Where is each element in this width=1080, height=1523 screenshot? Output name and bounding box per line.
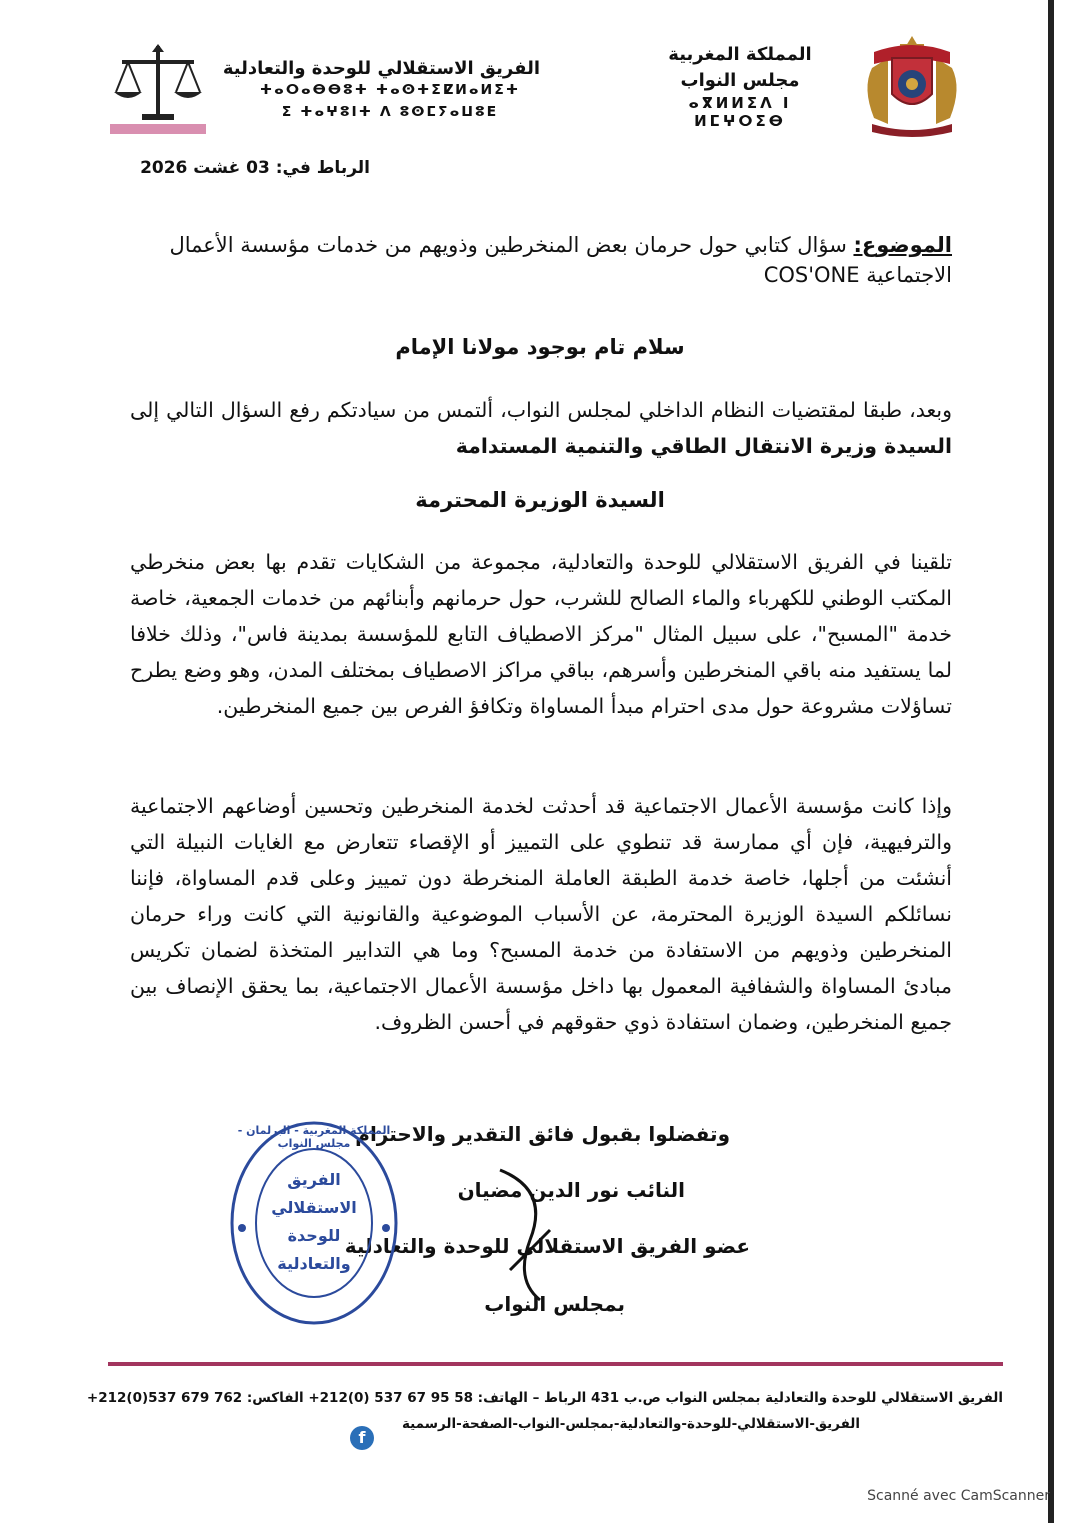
intro-paragraph	[130, 392, 952, 464]
facebook-icon[interactable]: f	[350, 1426, 374, 1450]
scan-edge	[1048, 0, 1054, 1523]
closing-formula: وتفضلوا بقبول فائق التقدير والاحترام	[355, 1122, 730, 1146]
subject-text: سؤال كتابي حول حرمان بعض المنخرطين وذويهم من خدمات مؤسسة الأعمال الاجتماعية COS'ONE	[169, 233, 952, 287]
greeting: سلام تام بوجود مولانا الإمام	[395, 335, 685, 359]
stamp-inner-4: والتعادلية	[277, 1254, 351, 1273]
kingdom-name: المملكة المغربية	[668, 44, 812, 65]
body-paragraph-1: تلقينا في الفريق الاستقلالي للوحدة والتعادلية، مجموعة من الشكايات تقدم بها بعض منخرطي المكتب الوطني للكهرباء والماء الصالح للشرب، حول حرمانهم وأبنائهم من خدمات الجمعية، خاصة خدمة "المسبح"، على سبيل المثال "مركز الاصطياف التابع للمؤسسة بمدينة فاس"، وذلك خلافا لما يستفيد منه باقي المنخرطين وأسرهم، بباقي مراكز الاصطياف بمختلف المدن، وهو وضع يطرح تساؤلات مشروعة حول مدى احترام مبدأ المساواة وتكافؤ الفرص بين جميع المنخرطين.	[130, 550, 952, 718]
signatory-role: عضو الفريق الاستقلالي للوحدة والتعادلية	[344, 1234, 750, 1258]
scales-logo-icon	[108, 40, 208, 135]
body-paragraph-2: وإذا كانت مؤسسة الأعمال الاجتماعية قد أحدثت لخدمة المنخرطين وتحسين أوضاعهم الاجتماعية والترفيهية، فإن أي ممارسة قد تنطوي على التمييز أو الإقصاء تتعارض مع الغايات النبيلة التي أنشئت من أجلها، خاصة خدمة الطبقة العاملة المنخرطة دون تمييز وعلى قدم المساواة، فإننا نسائلكم السيدة الوزيرة المحترمة، عن الأسباب الموضوعية والقانونية التي كانت وراء حرمان المنخرطين وذويهم من الاستفادة من خدمة المسبح؟ وما هي التدابير المتخذة لضمان تكريس مبادئ المساواة والشفافية المعمول بها داخل مؤسسة الأعمال الاجتماعية، بما يحقق الإنصاف بين جميع المنخرطين، وضمان استفادة ذوي حقوقهم في أحسن الظروف.	[130, 794, 952, 1034]
subject-block	[130, 230, 952, 290]
group-name-tifinagh-2: ⵉ ⵜⴰⵖⵓⵏⵜ ⴷ ⵓⵙⵎⵢⴰⵡⵓⴹ	[281, 104, 499, 120]
signatory-name: النائب نور الدين مضيان	[457, 1178, 685, 1202]
stamp-inner	[258, 1166, 370, 1278]
footer-divider	[108, 1362, 1003, 1366]
footer-contact: الفريق الاستقلالي للوحدة والتعادلية بمجلس النواب ص.ب 431 الرباط – الهاتف: 58 95 67 537 (0)212+ الفاكس: 762 679 537(0)212+	[86, 1390, 1003, 1406]
house-name: مجلس النواب	[680, 70, 800, 91]
stamp-inner-1: الفريق	[287, 1170, 341, 1189]
stamp-outer-text: المملكة المغربية - البرلمان - مجلس النواب	[237, 1124, 391, 1150]
stamp-inner-2: الاستقلالي	[271, 1198, 357, 1217]
group-name-tifinagh-1: ⵜⴰⵔⴰⴱⴱⵓⵜ ⵜⴰⵙⵜⵉⵇⵍⴰⵍⵉⵜ	[259, 82, 521, 98]
camscanner-watermark: Scanné avec CamScanner	[867, 1488, 1050, 1504]
house-name-tifinagh: ⴰⴳⵍⵍⵉⴷ ⵏ ⵍⵎⵖⵔⵉⴱ	[688, 94, 792, 130]
footer-facebook-page[interactable]: الفريق-الاستقلالي-للوحدة-والتعادلية-بمجلس-النواب-الصفحة-الرسمية	[401, 1416, 860, 1432]
stamp-inner-3: للوحدة	[287, 1226, 341, 1245]
signature-mark	[480, 1150, 570, 1310]
header-left-block	[222, 58, 540, 123]
header-right-block	[640, 42, 840, 130]
royal-crest-icon	[852, 28, 972, 140]
salutation: السيدة الوزيرة المحترمة	[415, 488, 665, 512]
signatory-institution: بمجلس النواب	[484, 1292, 625, 1316]
group-name: الفريق الاستقلالي للوحدة والتعادلية	[222, 58, 540, 79]
official-stamp	[228, 1118, 400, 1328]
letter-date: الرباط في: 03 غشت 2026	[140, 158, 370, 178]
intro-text: وبعد، طبقا لمقتضيات النظام الداخلي لمجلس النواب، ألتمس من سيادتكم رفع السؤال التالي إلى	[130, 398, 952, 422]
intro-addressee: السيدة وزيرة الانتقال الطاقي والتنمية المستدامة	[455, 434, 952, 458]
subject-label: الموضوع:	[853, 233, 952, 257]
